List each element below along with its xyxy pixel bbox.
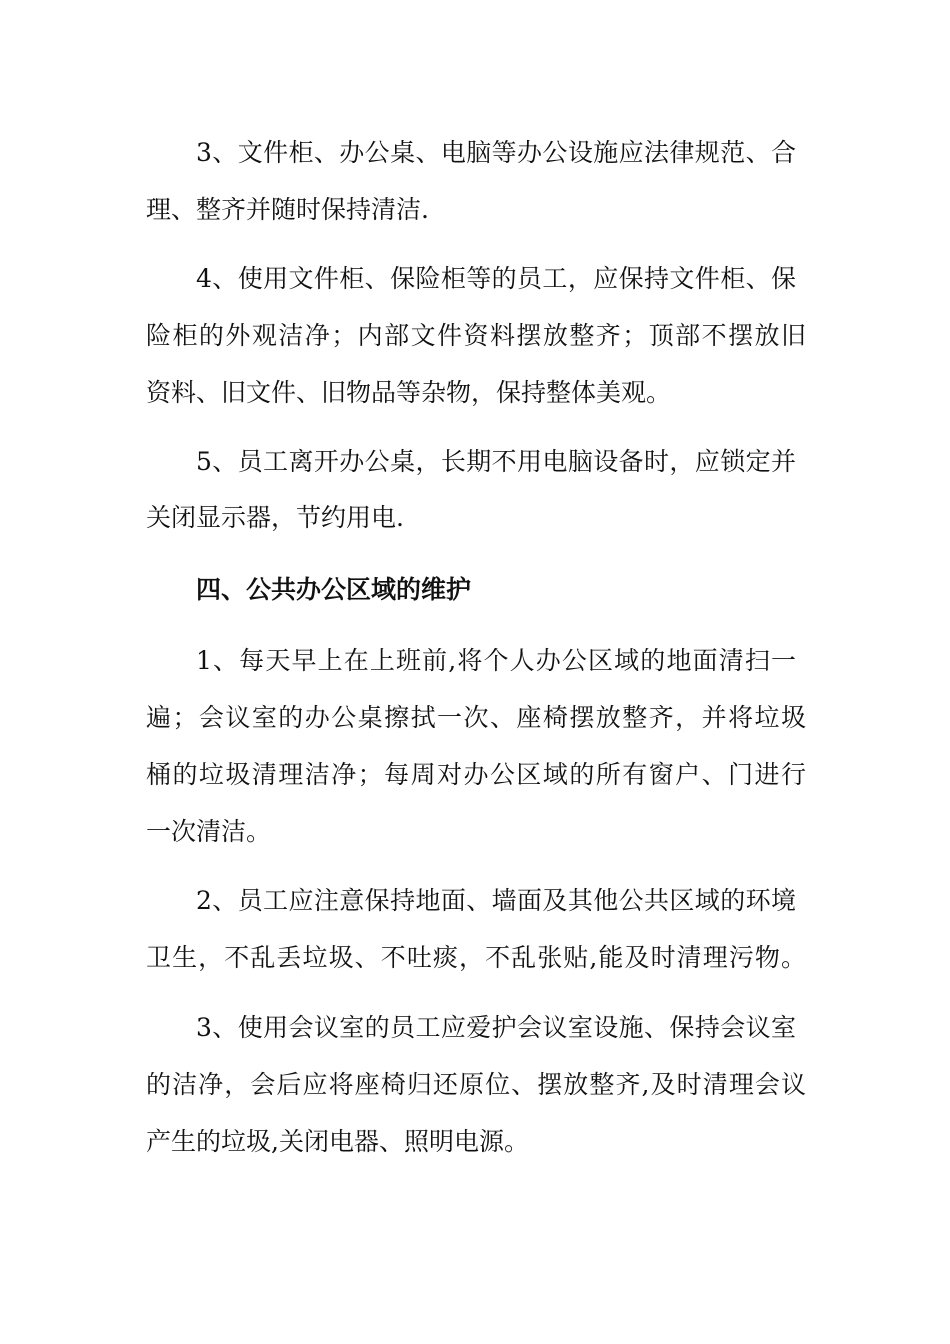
public-item-3-line-1: 3、使用会议室的员工应爱护会议室设施、保持会议室 bbox=[196, 1013, 796, 1042]
public-item-3-line-3: 产生的垃圾,关闭电器、照明电源。 bbox=[146, 1127, 529, 1156]
public-item-1-line-2: 遍；会议室的办公桌擦拭一次、座椅摆放整齐，并将垃圾 bbox=[146, 703, 806, 732]
item-5-line-2: 关闭显示器，节约用电. bbox=[146, 503, 404, 532]
public-item-1-line-1: 1、每天早上在上班前,将个人办公区域的地面清扫一 bbox=[196, 646, 796, 675]
item-4-line-3: 资料、旧文件、旧物品等杂物，保持整体美观。 bbox=[146, 378, 672, 407]
item-3-line-1: 3、文件柜、办公桌、电脑等办公设施应法律规范、合 bbox=[196, 138, 796, 167]
public-item-3-line-2: 的洁净，会后应将座椅归还原位、摆放整齐,及时清理会议 bbox=[146, 1070, 806, 1099]
item-3-line-2: 理、整齐并随时保持清洁. bbox=[146, 195, 429, 224]
item-4-line-1: 4、使用文件柜、保险柜等的员工，应保持文件柜、保 bbox=[196, 264, 796, 293]
public-item-2-line-2: 卫生，不乱丢垃圾、不吐痰，不乱张贴,能及时清理污物。 bbox=[146, 943, 806, 972]
item-4-line-2: 险柜的外观洁净；内部文件资料摆放整齐；顶部不摆放旧 bbox=[146, 321, 806, 350]
public-item-1-line-3: 桶的垃圾清理洁净；每周对办公区域的所有窗户、门进行 bbox=[146, 760, 806, 789]
section-heading: 四、公共办公区域的维护 bbox=[196, 575, 472, 604]
item-5-line-1: 5、员工离开办公桌，长期不用电脑设备时，应锁定并 bbox=[196, 447, 796, 476]
public-item-2-line-1: 2、员工应注意保持地面、墙面及其他公共区域的环境 bbox=[196, 886, 796, 915]
public-item-1-line-4: 一次清洁。 bbox=[146, 817, 272, 846]
